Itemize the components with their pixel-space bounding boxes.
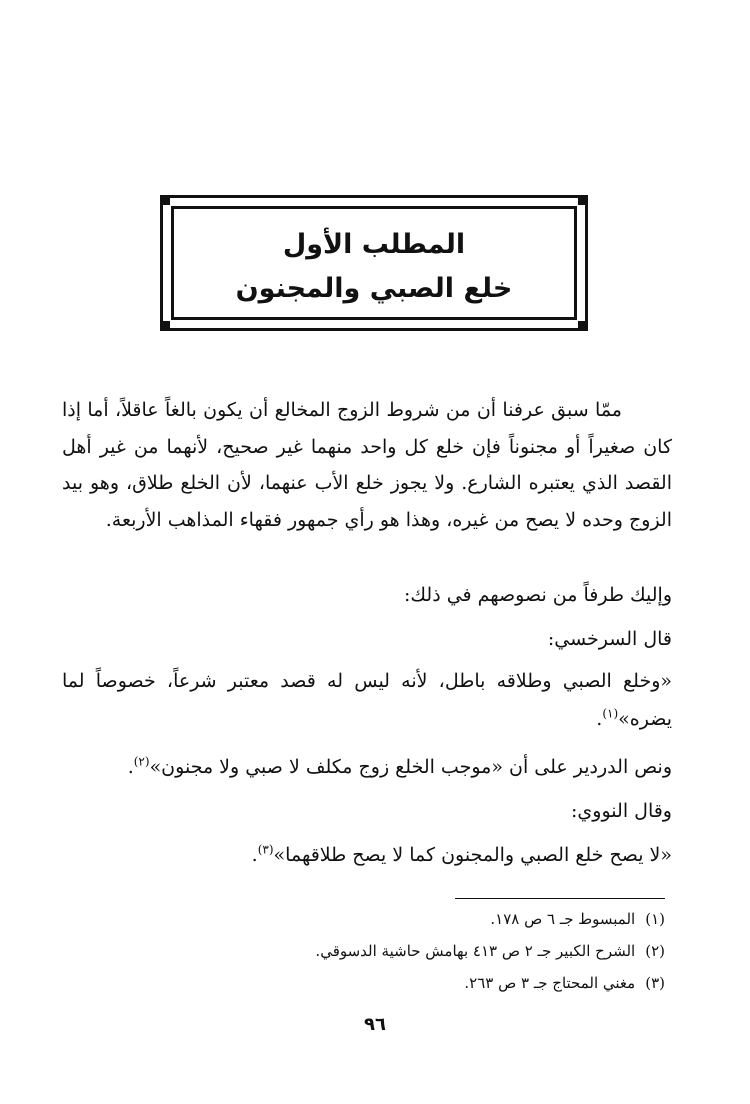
frame-corner-ornament	[578, 321, 588, 331]
footnote-item	[200, 972, 665, 994]
frame-corner-ornament	[160, 321, 170, 331]
nawawi-label: وقال النووي:	[571, 800, 672, 822]
footnote-text: مغني المحتاج جـ ٣ ص ٢٦٣.	[464, 974, 636, 992]
footnote-reference: (١)	[602, 706, 619, 721]
frame-corner-ornament	[160, 195, 170, 205]
footnote-text: المبسوط جـ ٦ ص ١٧٨.	[490, 910, 636, 928]
footnote-reference: (٢)	[133, 754, 150, 769]
footnote-number: (٢)	[645, 942, 665, 960]
section-subheading: خلع الصبي والمجنون	[235, 273, 513, 304]
nawawi-quote: «لا يصح خلع الصبي والمجنون كما لا يصح طلاقهما»$^{(٣)}$.	[251, 842, 672, 866]
frame-corner-ornament	[578, 195, 588, 205]
sarakhsi-label: قال السرخسي:	[547, 628, 672, 650]
body-paragraph	[62, 392, 672, 538]
footnote-reference: (٣)	[257, 842, 274, 857]
dardir-statement: ونص الدردير على أن «موجب الخلع زوج مكلف لا صبي ولا مجنون»$^{(٢)}$.	[127, 754, 672, 778]
footnote-item	[200, 908, 665, 930]
footnote-text: الشرح الكبير جـ ٢ ص ٤١٣ بهامش حاشية الدسوقي.	[315, 942, 636, 960]
footnote-number: (١)	[645, 910, 665, 928]
sarakhsi-quote: «وخلع الصبي وطلاقه باطل، لأنه ليس له قصد معتبر شرعاً، خصوصاً لما يضره»$^{(١)}$.	[62, 670, 672, 730]
paragraph-text: ممّا سبق عرفنا أن من شروط الزوج المخالع أن يكون بالغاً عاقلاً، أما إذا كان صغيراً أو مجنوناً فإن خلع كل واحد منهما غير صحيح، لأنهما من غير أهل القصد الذي يعتبره الشارع. ولا يجوز خلع الأب عنهما، لأن الخلع طلاق، وهو بيد الزوج وحده لا يصح من غيره، وهذا هو رأي جمهور فقهاء المذاهب الأربعة.	[62, 399, 672, 531]
quote-text: «وخلع الصبي وطلاقه باطل، لأنه ليس له قصد معتبر شرعاً، خصوصاً لما يضره»	[62, 670, 672, 730]
footnote-separator	[455, 898, 665, 899]
quote-text: «لا يصح خلع الصبي والمجنون كما لا يصح طلاقهما»	[273, 844, 672, 866]
quotes-intro: وإليك طرفاً من نصوصهم في ذلك:	[403, 584, 672, 606]
footnote-item	[200, 940, 665, 962]
statement-text: ونص الدردير على أن «موجب الخلع زوج مكلف لا صبي ولا مجنون»	[149, 756, 672, 778]
section-heading: المطلب الأول	[282, 229, 466, 260]
section-title-frame	[160, 195, 588, 331]
footnote-number: (٣)	[645, 974, 665, 992]
page-number: ٩٦	[364, 1014, 386, 1035]
